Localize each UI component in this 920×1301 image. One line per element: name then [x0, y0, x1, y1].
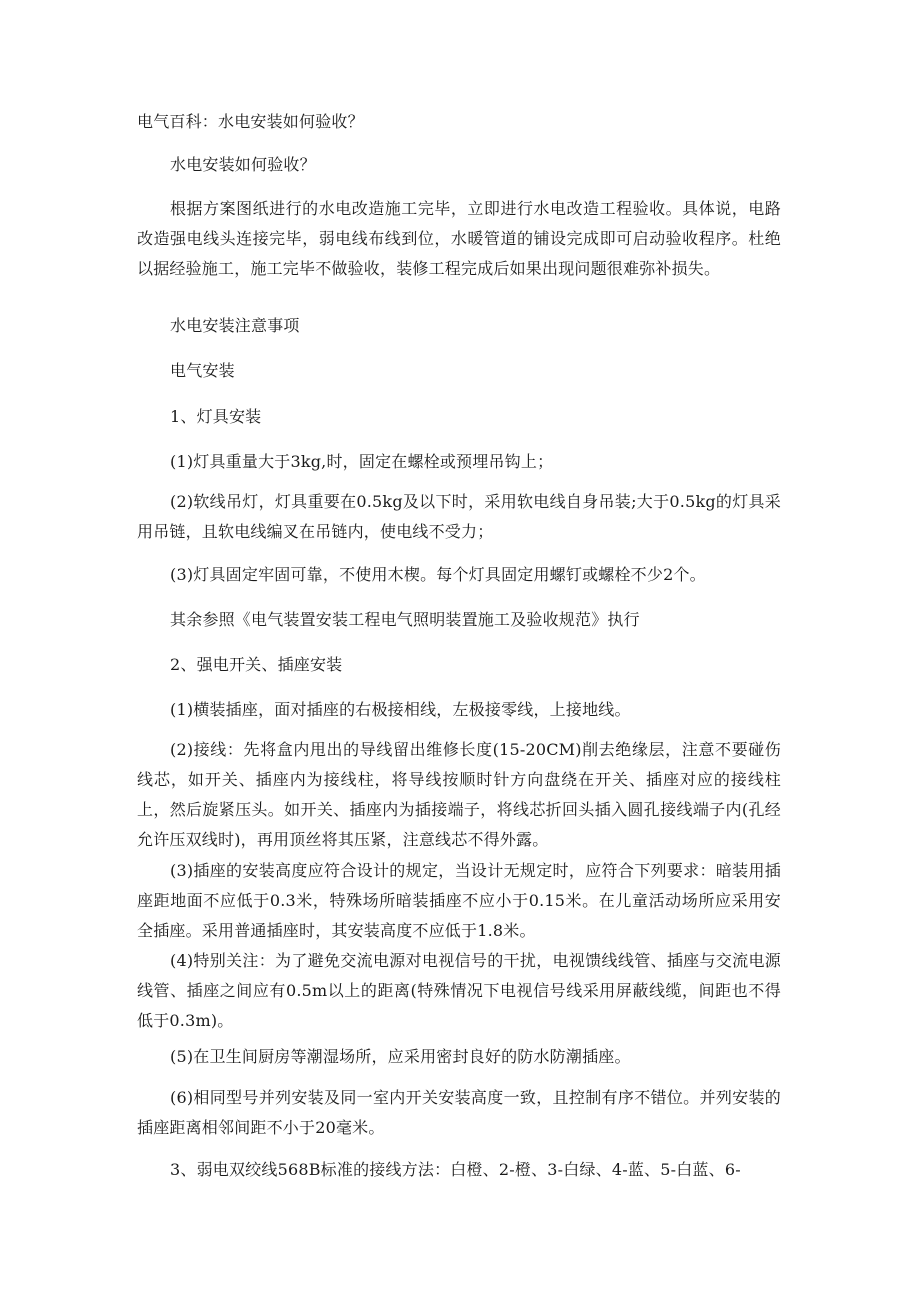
electrical-heading: 电气安装 — [170, 361, 235, 380]
document-subtitle: 水电安装如何验收？ — [170, 155, 316, 174]
section1-item2: (2)软线吊灯，灯具重要在0.5kg及以下时，采用软电线自身吊装;大于0.5kg的灯具采用吊链，且软电线编叉在吊链内，使电线不受力； — [137, 492, 781, 541]
section2-item6: (6)相同型号并列安装及同一室内开关安装高度一致，且控制有序不错位。并列安装的插座距离相邻间距不小于20毫米。 — [137, 1088, 781, 1137]
section1-heading: 1、灯具安装 — [170, 407, 262, 426]
section2-heading: 2、强电开关、插座安装 — [170, 655, 343, 674]
section2-item3: (3)插座的安装高度应符合设计的规定，当设计无规定时，应符合下列要求：暗装用插座距地面不应低于0.3米，特殊场所暗装插座不应小于0.15米。在儿童活动场所应采用安全插座。采用普通插座时，其安装高度不应低于1.8米。 — [137, 861, 781, 940]
section2-item5: (5)在卫生间厨房等潮湿场所，应采用密封良好的防水防潮插座。 — [170, 1047, 631, 1066]
section1-item1: (1)灯具重量大于3kg,时，固定在螺栓或预埋吊钩上； — [170, 452, 554, 471]
notes-heading: 水电安装注意事项 — [170, 316, 300, 335]
section2-item1: (1)横装插座，面对插座的右极接相线，左极接零线，上接地线。 — [170, 700, 631, 719]
section3-heading: 3、弱电双绞线568B标准的接线方法：白橙、2-橙、3-白绿、4-蓝、5-白蓝、6- — [170, 1160, 741, 1179]
section1-item3: (3)灯具固定牢固可靠，不使用木楔。每个灯具固定用螺钉或螺栓不少2个。 — [170, 565, 706, 584]
section2-item2: (2)接线：先将盒内甩出的导线留出维修长度(15-20CM)削去绝缘层，注意不要碰伤线芯，如开关、插座内为接线柱，将导线按顺时针方向盘绕在开关、插座对应的接线柱上，然后旋紧压头。如开关、插座内为插接端子，将线芯折回头插入圆孔接线端子内(孔经允许压双线时)，再用顶丝将其压紧，注意线芯不得外露。 — [137, 740, 781, 849]
section1-reference: 其余参照《电气装置安装工程电气照明装置施工及验收规范》执行 — [170, 610, 640, 629]
section2-item4: (4)特别关注：为了避免交流电源对电视信号的干扰，电视馈线线管、插座与交流电源线管、插座之间应有0.5m以上的距离(特殊情况下电视信号线采用屏蔽线缆，间距也不得低于0.3m)。 — [137, 951, 781, 1030]
document-title: 电气百科：水电安装如何验收？ — [137, 112, 364, 131]
intro-paragraph: 根据方案图纸进行的水电改造施工完毕，立即进行水电改造工程验收。具体说，电路改造强电线头连接完毕，弱电线布线到位，水暖管道的铺设完成即可启动验收程序。杜绝以据经验施工，施工完毕不做验收，装修工程完成后如果出现问题很难弥补损失。 — [137, 199, 781, 278]
